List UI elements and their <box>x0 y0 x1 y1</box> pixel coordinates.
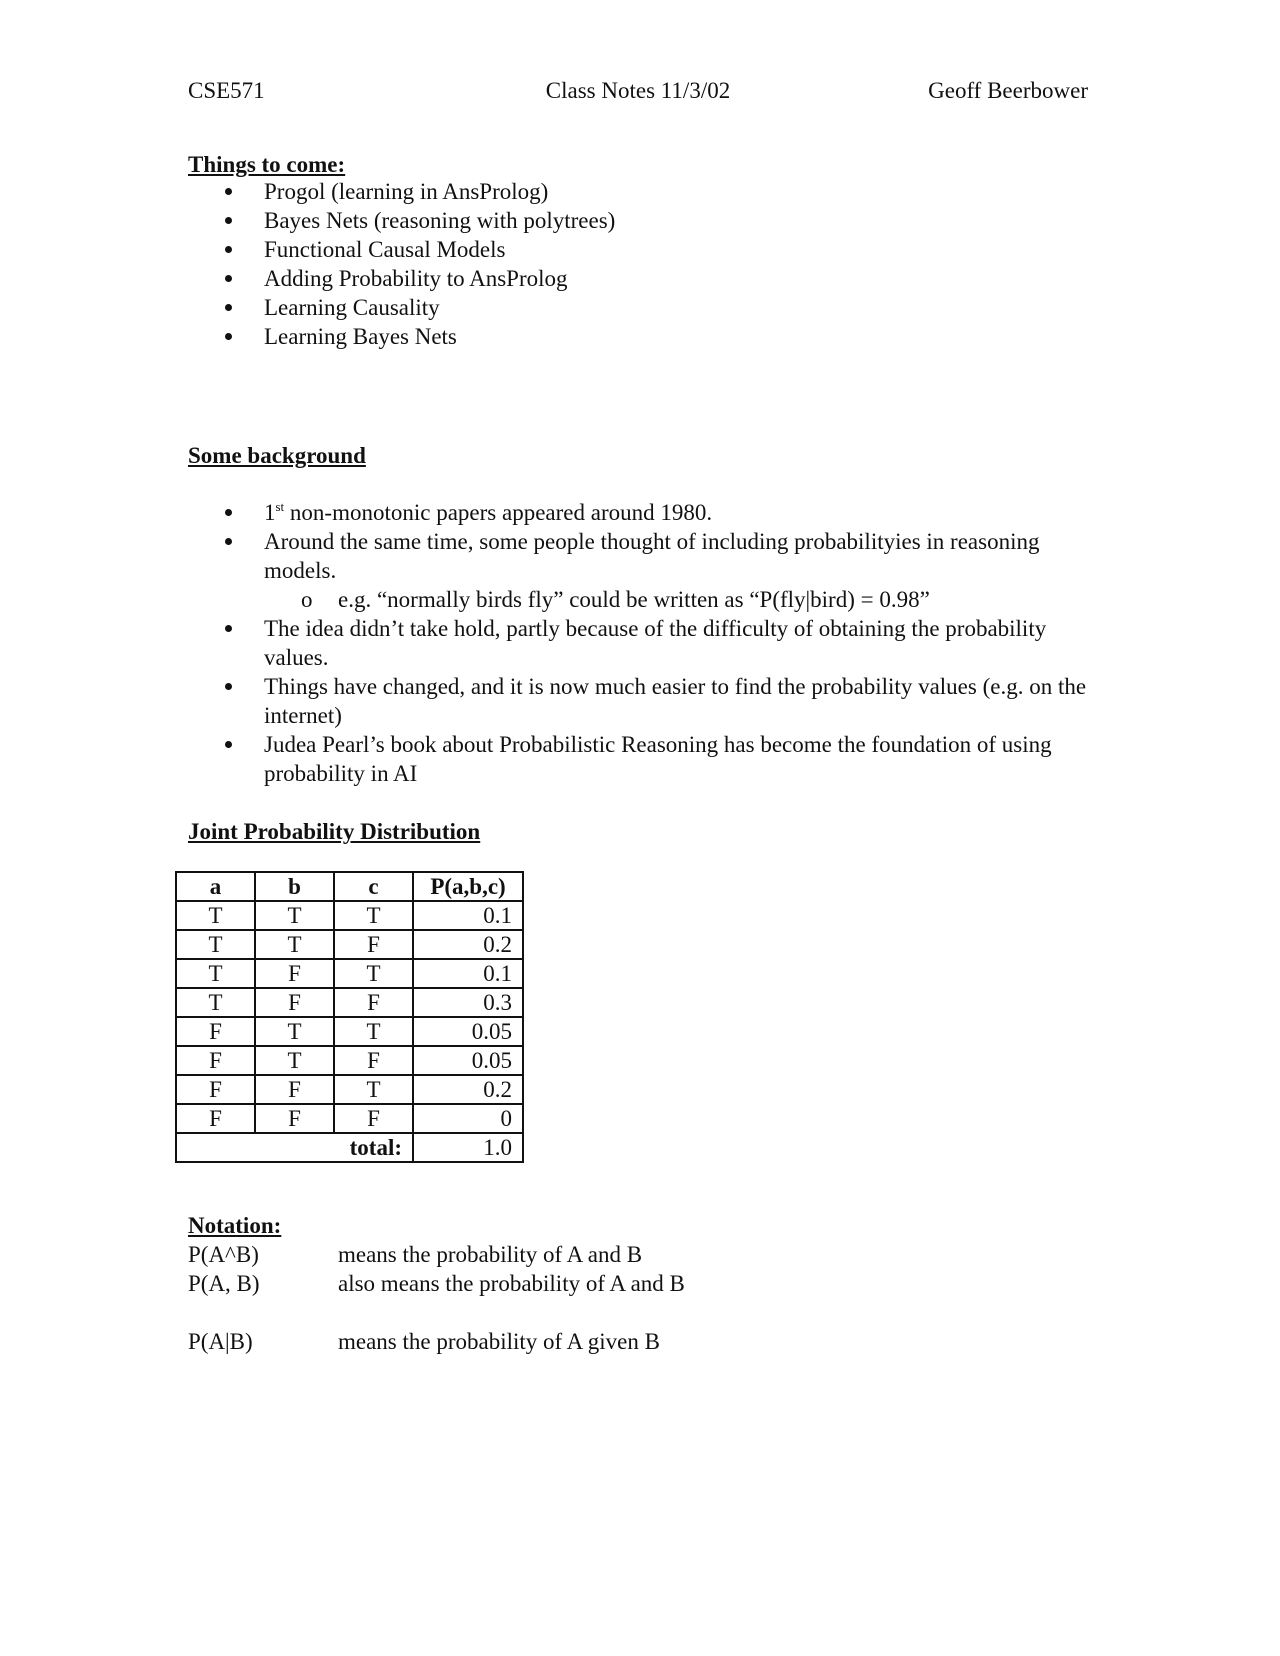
table-total-row <box>176 1133 523 1162</box>
table-cell: F <box>255 988 334 1017</box>
list-item: Adding Probability to AnsProlog <box>188 264 1088 293</box>
things-to-come-heading: Things to come: <box>188 152 346 177</box>
sub-bullet-marker: o <box>301 587 313 612</box>
sub-list-item <box>188 585 1088 614</box>
table-cell: 0.3 <box>413 988 523 1017</box>
table-row <box>176 1075 523 1104</box>
notation-symbol: P(A, B) <box>188 1271 260 1296</box>
table-row <box>176 930 523 959</box>
table-cell: T <box>334 1017 413 1046</box>
table-cell: F <box>176 1046 255 1075</box>
table-cell: 0.05 <box>413 1046 523 1075</box>
list-item-text: non-monotonic papers appeared around 1980. <box>284 500 713 525</box>
list-item: Bayes Nets (reasoning with polytrees) <box>188 206 1088 235</box>
table-cell: 0.2 <box>413 1075 523 1104</box>
list-item: Judea Pearl’s book about Probabilistic Reasoning has become the foundation of using probability in AI <box>188 730 1088 788</box>
notation-entry <box>188 1269 1088 1298</box>
table-header-row <box>176 872 523 901</box>
table-cell: T <box>255 1046 334 1075</box>
list-item: The idea didn’t take hold, partly because of the difficulty of obtaining the probability values. <box>188 614 1088 672</box>
column-header: b <box>255 872 334 901</box>
total-value: 1.0 <box>413 1133 523 1162</box>
table-row <box>176 959 523 988</box>
column-header: a <box>176 872 255 901</box>
table-row <box>176 1017 523 1046</box>
table-cell: 0.1 <box>413 959 523 988</box>
table-cell: T <box>255 901 334 930</box>
background-list <box>188 498 1088 788</box>
table-cell: T <box>255 1017 334 1046</box>
table-cell: 0.1 <box>413 901 523 930</box>
notation-meaning: means the probability of A given B <box>338 1329 660 1354</box>
list-item: Progol (learning in AnsProlog) <box>188 177 1088 206</box>
table-cell: T <box>334 901 413 930</box>
list-item: Things have changed, and it is now much easier to find the probability values (e.g. on the internet) <box>188 672 1088 730</box>
column-header: P(a,b,c) <box>413 872 523 901</box>
ordinal-number: 1 <box>264 500 276 525</box>
table-cell: T <box>255 930 334 959</box>
table-cell: F <box>255 959 334 988</box>
notation-meaning: also means the probability of A and B <box>338 1271 685 1296</box>
table-cell: T <box>334 1075 413 1104</box>
table-cell: 0.05 <box>413 1017 523 1046</box>
table-cell: 0 <box>413 1104 523 1133</box>
table-row <box>176 1046 523 1075</box>
table-cell: F <box>255 1104 334 1133</box>
notation-heading: Notation: <box>188 1213 282 1238</box>
joint-probability-table <box>175 871 524 1163</box>
notation-symbol: P(A^B) <box>188 1242 259 1267</box>
table-cell: F <box>255 1075 334 1104</box>
course-code: CSE571 <box>188 78 265 103</box>
table-row <box>176 988 523 1017</box>
table-cell: T <box>334 959 413 988</box>
sub-list-item-text: e.g. “normally birds fly” could be written as “P(fly|bird) = 0.98” <box>338 587 930 612</box>
list-item: Learning Causality <box>188 293 1088 322</box>
list-item: Learning Bayes Nets <box>188 322 1088 351</box>
table-row <box>176 901 523 930</box>
list-item: Functional Causal Models <box>188 235 1088 264</box>
table-cell: T <box>176 930 255 959</box>
table-cell: T <box>176 988 255 1017</box>
table-cell: F <box>334 1104 413 1133</box>
notation-symbol: P(A|B) <box>188 1329 253 1354</box>
table-cell: T <box>176 959 255 988</box>
notes-title: Class Notes 11/3/02 <box>545 78 731 103</box>
table-cell: F <box>334 930 413 959</box>
table-cell: F <box>334 988 413 1017</box>
list-item <box>188 498 1088 527</box>
column-header: c <box>334 872 413 901</box>
page-header <box>188 76 1088 106</box>
table-cell: T <box>176 901 255 930</box>
joint-probability-heading: Joint Probability Distribution <box>188 819 481 844</box>
some-background-heading: Some background <box>188 443 366 468</box>
table-cell: 0.2 <box>413 930 523 959</box>
notation-meaning: means the probability of A and B <box>338 1242 643 1267</box>
table-cell: F <box>176 1075 255 1104</box>
spacer <box>188 1298 1088 1327</box>
notation-entry <box>188 1240 1088 1269</box>
total-label: total: <box>176 1133 413 1162</box>
notation-section <box>188 1211 1088 1356</box>
notation-entry <box>188 1327 1088 1356</box>
author-name: Geoff Beerbower <box>928 78 1088 103</box>
table-row <box>176 1104 523 1133</box>
table-cell: F <box>176 1017 255 1046</box>
table-cell: F <box>334 1046 413 1075</box>
ordinal-suffix: st <box>275 499 285 514</box>
things-to-come-list <box>188 177 1088 351</box>
table-cell: F <box>176 1104 255 1133</box>
list-item: Around the same time, some people thought of including probabilityies in reasoning models. <box>188 527 1088 585</box>
